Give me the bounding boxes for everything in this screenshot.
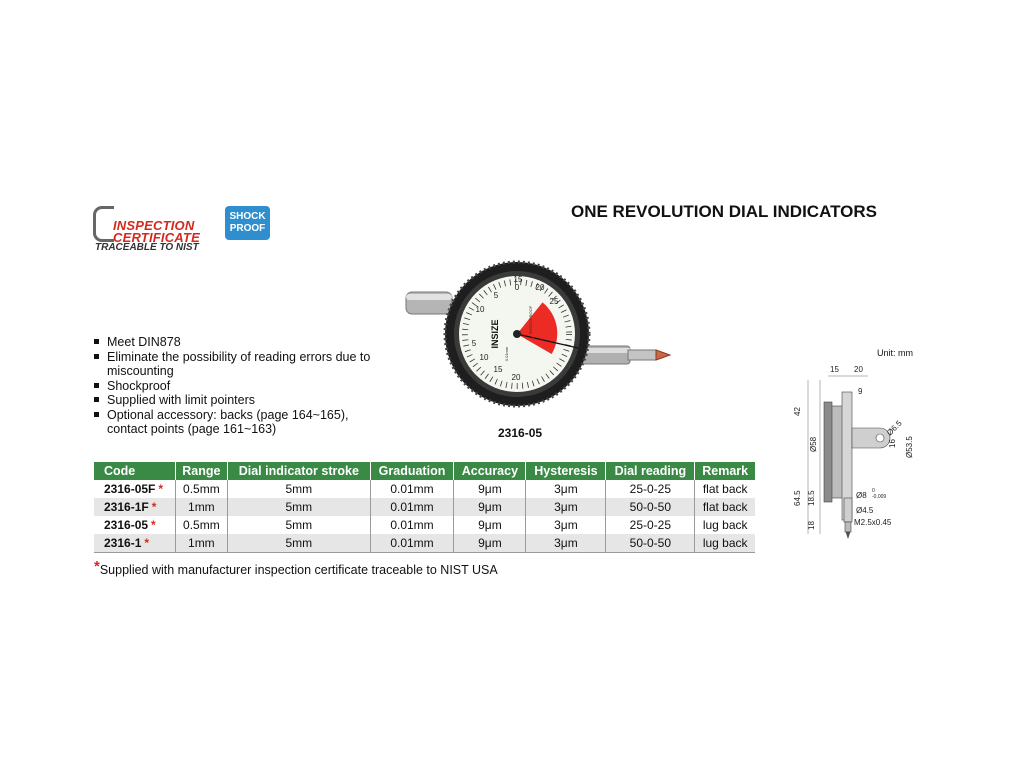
star-mark: *: [151, 500, 157, 514]
table-cell: 3μm: [526, 480, 606, 498]
table-cell: 5mm: [227, 516, 370, 534]
table-cell: 0.01mm: [370, 534, 454, 553]
table-cell: 9μm: [454, 516, 526, 534]
table-cell-code: [94, 498, 175, 516]
table-header-row: [94, 462, 755, 480]
dial-scale-label: 20: [511, 373, 521, 382]
table-cell: 0.01mm: [370, 480, 454, 498]
column-header: Dial reading: [606, 462, 695, 480]
feature-item: Optional accessory: backs (page 164~165), contact points (page 161~163): [93, 408, 383, 437]
table-cell: 1mm: [175, 534, 227, 553]
certificate-line-3: TRACEABLE TO NIST: [95, 242, 199, 253]
shockproof-badge: [225, 206, 270, 240]
dial-scale-label: 15: [513, 275, 523, 284]
code-text: 2316-05F: [104, 482, 156, 496]
dial-scale-label: 25: [549, 297, 559, 306]
spec-table: [94, 462, 755, 553]
table-cell: 3μm: [526, 534, 606, 553]
column-header: Remark: [695, 462, 755, 480]
dim-label: 20: [854, 365, 863, 374]
dim-label: 42: [793, 407, 802, 416]
dim-label: Ø8: [856, 491, 867, 500]
product-caption: 2316-05: [498, 426, 543, 440]
table-row: [94, 516, 755, 534]
footnote-text: Supplied with manufacturer inspection certificate traceable to NIST USA: [99, 563, 498, 577]
dial-scale-label: 5: [471, 339, 477, 348]
badge-line-2: PROOF: [229, 223, 266, 234]
table-cell: 0.5mm: [175, 480, 227, 498]
footnote-star: *: [94, 558, 100, 575]
dim-label: -0.009: [872, 494, 887, 500]
table-cell: 25-0-25: [606, 480, 695, 498]
feature-item: Supplied with limit pointers: [93, 393, 383, 408]
feature-item: Shockproof: [93, 379, 383, 394]
badge-line-1: SHOCK: [229, 211, 266, 222]
dim-label: Ø6.5: [885, 418, 904, 438]
column-header: Range: [175, 462, 227, 480]
feature-list: [93, 335, 383, 437]
column-header: Code: [94, 462, 175, 480]
certificate-line-1: INSPECTION: [113, 218, 195, 233]
star-mark: *: [158, 482, 164, 496]
dim-label: 64.5: [793, 490, 802, 506]
logo-bracket: [93, 206, 114, 242]
table-cell: 5mm: [227, 480, 370, 498]
dial-scale-label: 15: [493, 365, 503, 374]
dim-label: 9: [858, 387, 863, 396]
dim-label: 18: [807, 521, 816, 530]
table-cell-code: [94, 534, 175, 553]
table-cell: 9μm: [454, 498, 526, 516]
certificate-line-2: CERTIFICATE: [113, 230, 200, 245]
feature-item: Eliminate the possibility of reading errors due to miscounting: [93, 350, 383, 379]
table-cell: 5mm: [227, 534, 370, 553]
footnote: [94, 558, 498, 578]
feature-item: Meet DIN878: [93, 335, 383, 350]
dial-sub: SHOCKPROOF: [528, 305, 533, 335]
table-cell: 5mm: [227, 498, 370, 516]
dial-scale-label: 10: [475, 305, 485, 314]
table-cell-code: [94, 516, 175, 534]
technical-drawing: [780, 358, 920, 548]
page-title: ONE REVOLUTION DIAL INDICATORS: [571, 202, 878, 221]
code-text: 2316-1: [104, 536, 142, 550]
dial-brand: INSIZE: [490, 319, 500, 349]
dim-label: Ø4.5: [856, 506, 874, 515]
table-row: [94, 480, 755, 498]
table-cell: 50-0-50: [606, 534, 695, 553]
table-row: [94, 498, 755, 516]
table-cell: 9μm: [454, 480, 526, 498]
dim-label: Ø53.5: [905, 436, 914, 458]
star-mark: *: [144, 536, 150, 550]
column-header: Accuracy: [454, 462, 526, 480]
dial-indicator-image: [400, 250, 680, 430]
dim-label: 0: [872, 488, 875, 494]
table-row: [94, 534, 755, 553]
unit-note: Unit: mm: [877, 348, 913, 358]
dial-scale-label: 5: [493, 291, 499, 300]
column-header: Hysteresis: [526, 462, 606, 480]
table-cell: lug back: [702, 518, 748, 532]
inspection-certificate-logo: [93, 205, 213, 255]
code-text: 2316-1F: [104, 500, 149, 514]
table-cell: flat back: [702, 482, 748, 496]
star-mark: *: [151, 518, 156, 532]
table-cell: 0.01mm: [370, 498, 454, 516]
dim-label: Ø58: [809, 436, 818, 452]
dim-label: 18.5: [807, 490, 816, 506]
table-cell: 3μm: [526, 498, 606, 516]
dim-label: 16: [888, 439, 897, 448]
table-cell: 25-0-25: [606, 516, 695, 534]
dial-scale-label: 0: [514, 283, 520, 292]
dial-scale-label: 20: [535, 283, 545, 292]
table-cell: 0.5mm: [175, 516, 227, 534]
table-cell: 3μm: [526, 516, 606, 534]
table-cell-code: [94, 480, 175, 498]
column-header: Dial indicator stroke: [227, 462, 370, 480]
table-cell: flat back: [695, 498, 755, 516]
dim-label: 15: [830, 365, 839, 374]
table-cell: 0.01mm: [370, 516, 454, 534]
code-text: 2316-05: [104, 518, 149, 532]
table-cell: 50-0-50: [606, 498, 695, 516]
dim-label: M2.5x0.45: [854, 518, 892, 527]
table-cell: 1mm: [175, 498, 227, 516]
column-header: Graduation: [370, 462, 454, 480]
table-cell: lug back: [695, 534, 755, 553]
table-cell: 9μm: [454, 534, 526, 553]
dial-unit: 0.01mm: [504, 346, 509, 362]
dial-scale-label: 10: [479, 353, 489, 362]
